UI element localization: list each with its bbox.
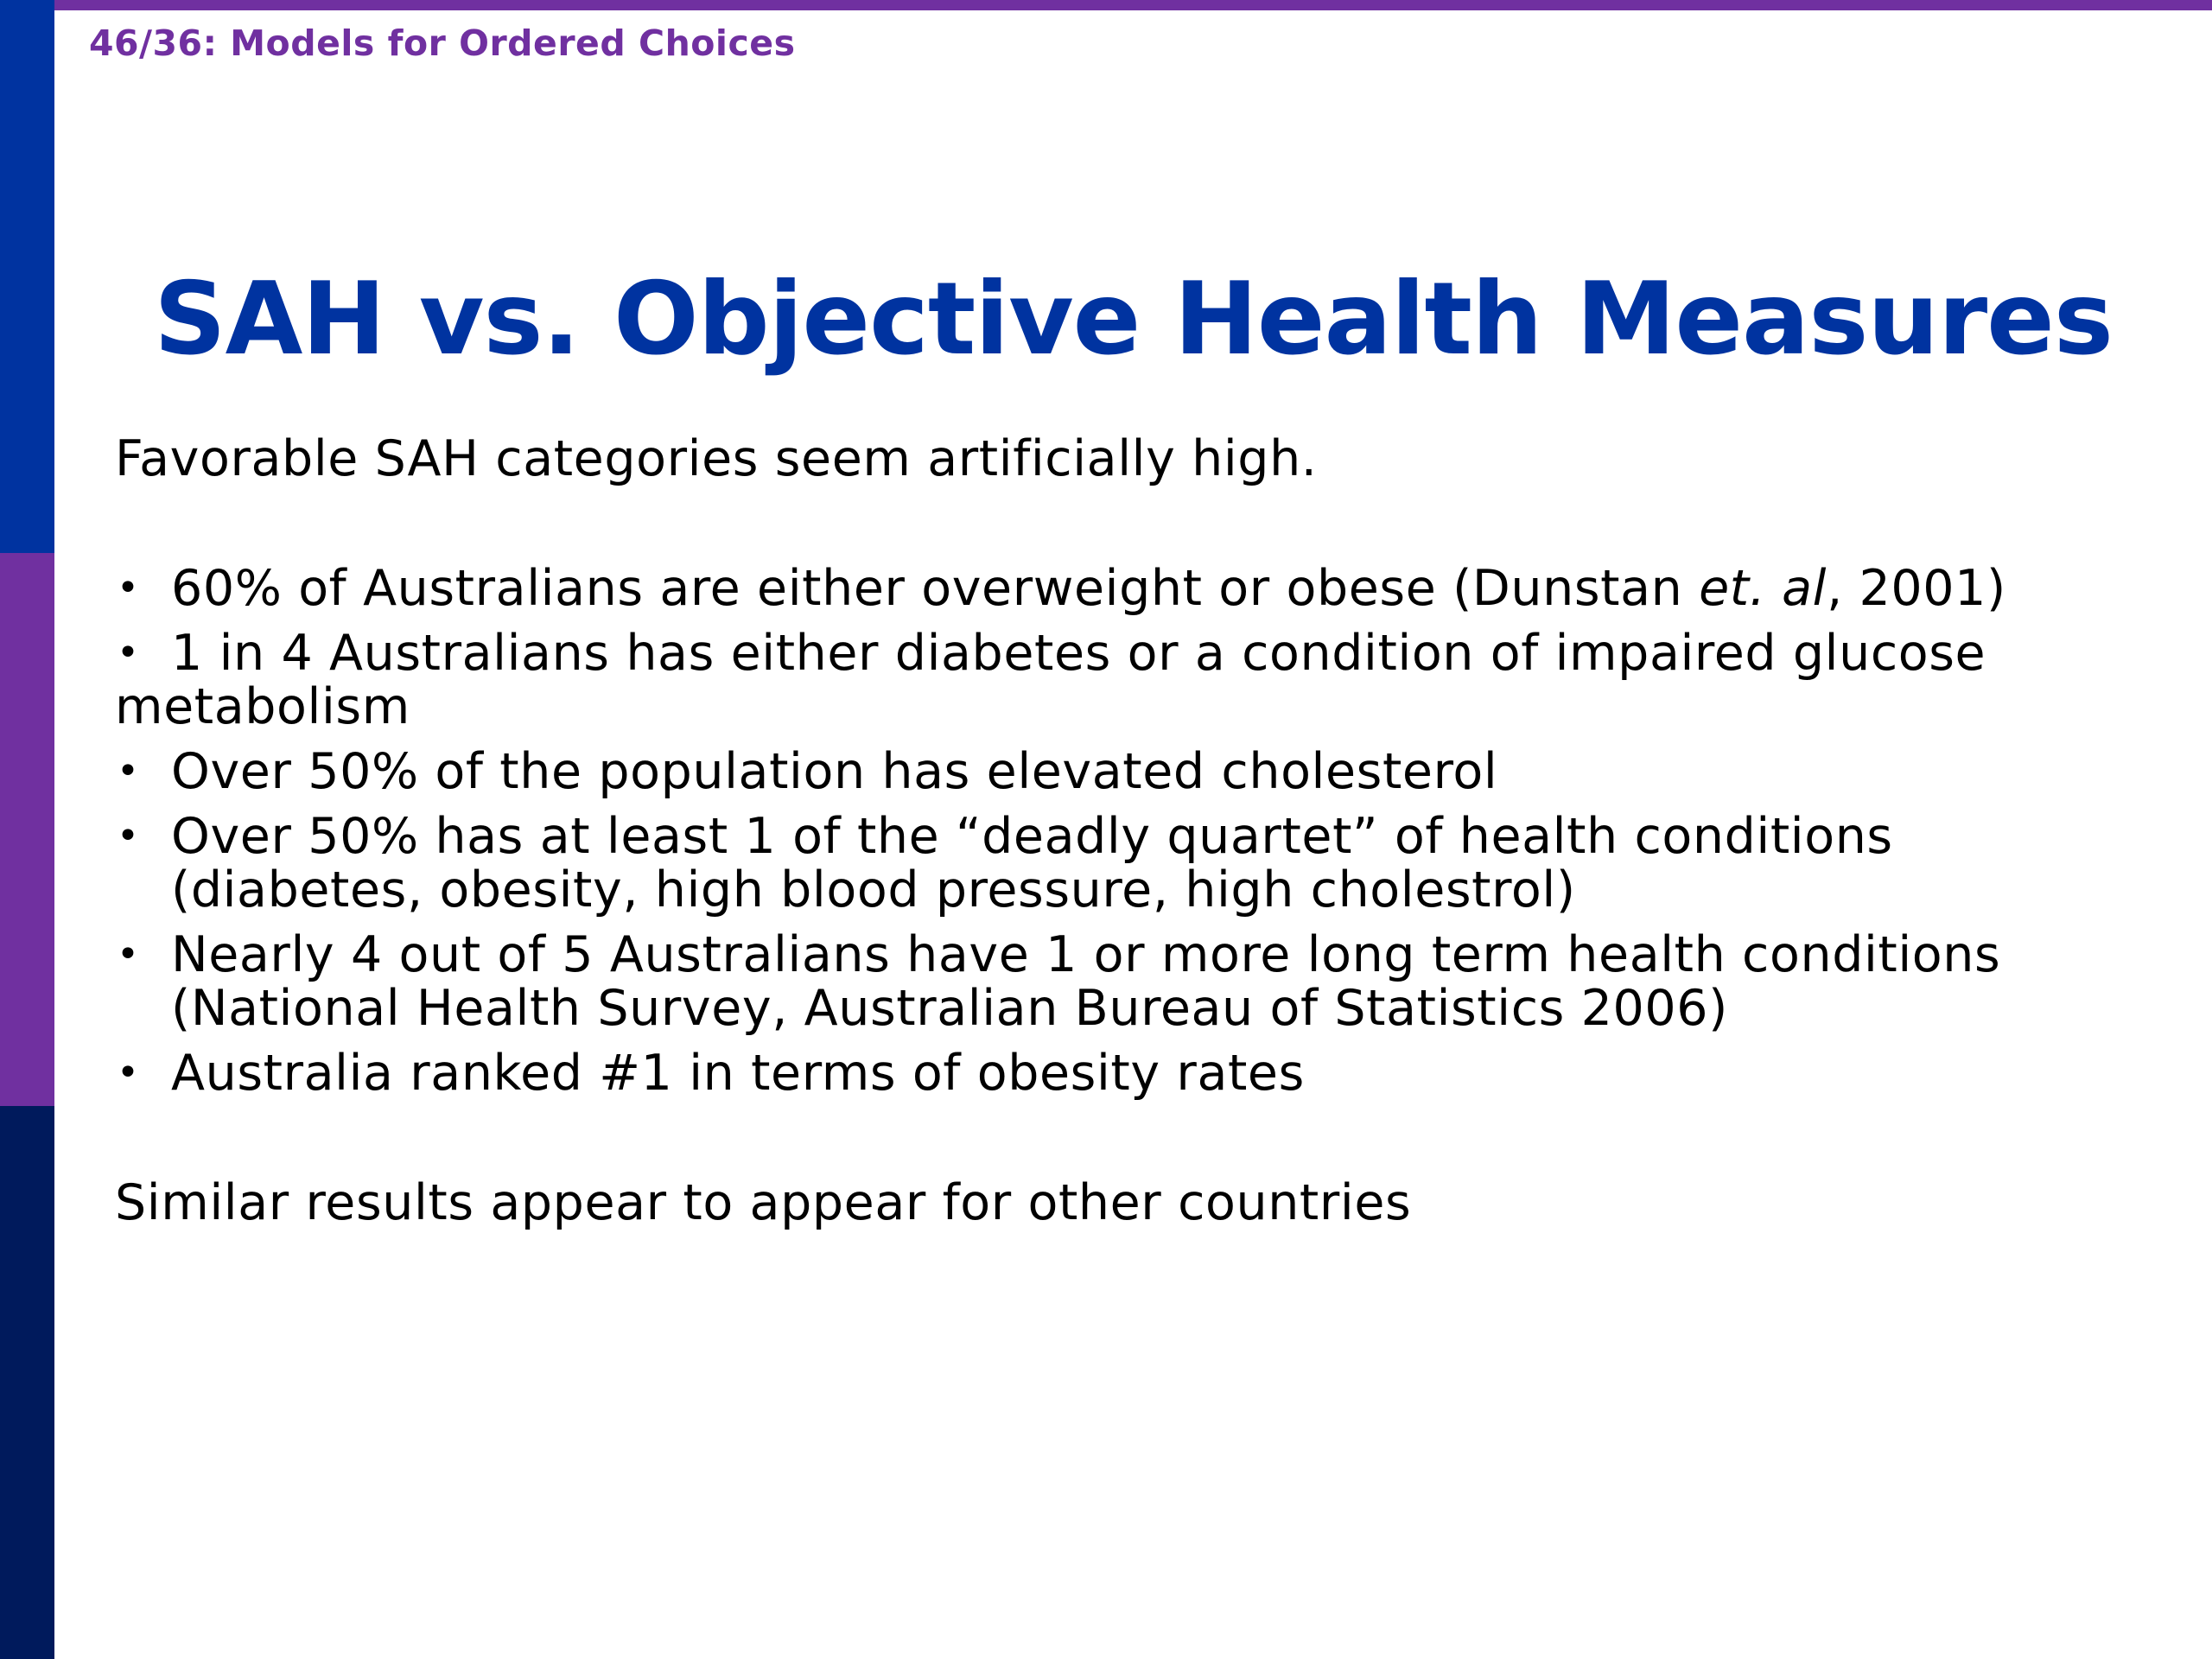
outro-text: Similar results appear to appear for other countries: [115, 1174, 1412, 1231]
bullet-item: [115, 626, 2137, 734]
bullet-item: [115, 745, 2137, 798]
bullet-item: [115, 1046, 2137, 1100]
bullet-text-continued: metabolism: [115, 678, 410, 735]
sidebar-segment-purple: [0, 553, 54, 1106]
bullet-text: Nearly 4 out of 5 Australians have 1 or more long term health conditions: [171, 926, 2001, 983]
bullet-text: Over 50% has at least 1 of the “deadly quartet” of health conditions: [171, 808, 1893, 865]
bullet-text-after: , 2001): [1827, 560, 2006, 617]
bullet-text-italic: et. al: [1699, 560, 1827, 617]
top-accent-bar: [0, 0, 2212, 10]
bullet-list: [115, 562, 2137, 1111]
bullet-text-continued: (diabetes, obesity, high blood pressure, high cholestrol): [171, 861, 1576, 918]
bullet-text-before: 60% of Australians are either overweight or obese (Dunstan: [171, 560, 1700, 617]
sidebar-segment-blue: [0, 0, 54, 553]
bullet-icon: •: [117, 566, 140, 610]
sidebar-segment-navy: [0, 1106, 54, 1659]
slide-header-label: 46/36: Models for Ordered Choices: [89, 22, 796, 64]
bullet-item: [115, 810, 2137, 917]
slide-title: SAH vs. Objective Health Measures: [154, 261, 2113, 378]
bullet-icon: •: [117, 932, 140, 976]
bullet-icon: •: [117, 749, 140, 793]
bullet-item: [115, 562, 2137, 615]
bullet-text: Over 50% of the population has elevated cholesterol: [171, 743, 1498, 800]
bullet-item: [115, 928, 2137, 1035]
bullet-icon: •: [117, 631, 140, 675]
intro-text: Favorable SAH categories seem artificially high.: [115, 430, 1318, 487]
bullet-text: Australia ranked #1 in terms of obesity rates: [171, 1045, 1305, 1102]
bullet-text: 1 in 4 Australians has either diabetes or a condition of impaired glucose: [171, 625, 1986, 682]
bullet-text-continued: (National Health Survey, Australian Bureau of Statistics 2006): [171, 980, 1728, 1037]
bullet-icon: •: [117, 1051, 140, 1095]
bullet-icon: •: [117, 814, 140, 858]
